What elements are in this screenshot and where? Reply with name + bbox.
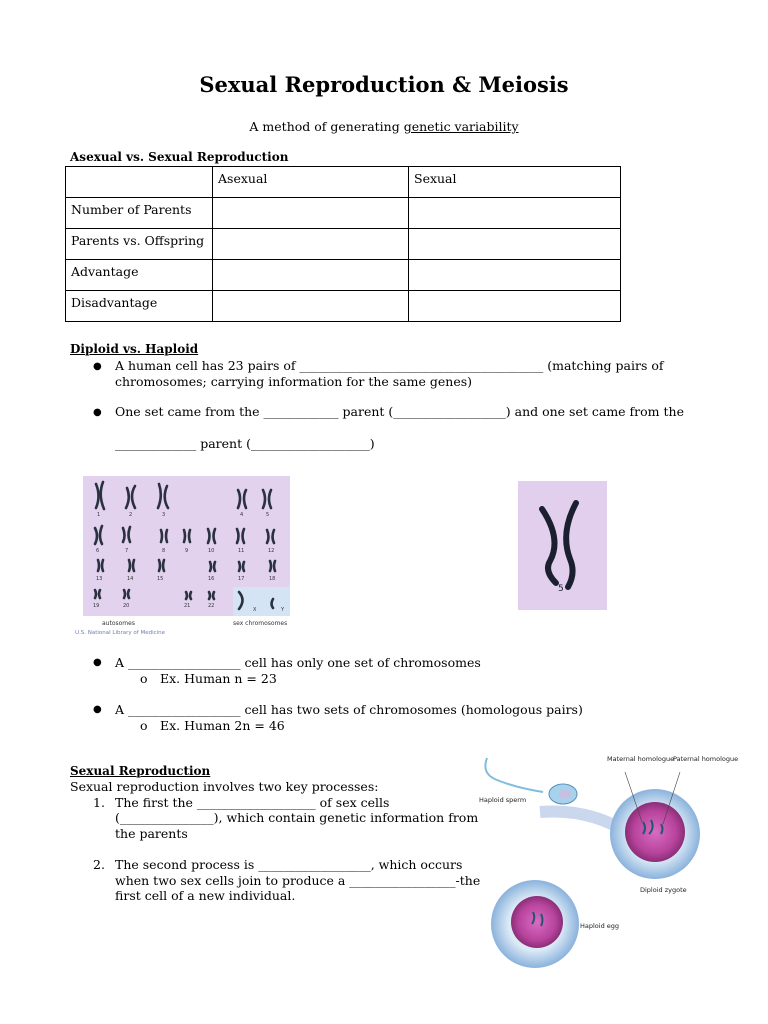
label-paternal: Paternal homologue [673, 755, 739, 763]
karyotype-number: 22 [208, 603, 215, 609]
table-row [66, 229, 621, 260]
bullet-icon: ● [93, 657, 102, 668]
list-item-text: The second process is __________________, which occurs [115, 857, 463, 872]
list-item-text: the parents [115, 826, 188, 841]
subtitle-underlined: genetic variability [403, 119, 519, 134]
list-item-text: when two sex cells join to produce a _________________-the [115, 873, 481, 888]
bullet-icon: ● [93, 361, 102, 372]
row-label: Number of Parents [66, 198, 213, 229]
table-row [66, 291, 621, 322]
karyotype-number: 20 [123, 603, 130, 609]
karyotype-number: 8 [162, 548, 166, 554]
karyotype-number: 18 [269, 576, 276, 582]
list-number: 2. [93, 857, 105, 872]
karyotype-number: 13 [96, 576, 103, 582]
table-row [66, 260, 621, 291]
bullet-text: A __________________ cell has two sets of chromosomes (homologous pairs) [115, 702, 583, 717]
page-subtitle [0, 119, 768, 134]
karyotype-number: 11 [238, 548, 245, 554]
karyotype-number: 7 [125, 548, 129, 554]
table-cell[interactable] [409, 291, 621, 322]
table-cell[interactable] [213, 291, 409, 322]
list-item-text: The first the ___________________ of sex cells [115, 795, 390, 810]
karyotype-number: 6 [96, 548, 100, 554]
list-item-text: first cell of a new individual. [115, 888, 296, 903]
bullet-text: A human cell has 23 pairs of _______________________________________ (matching pairs of [115, 358, 664, 373]
karyotype-number: 14 [127, 576, 134, 582]
bullet-text: One set came from the ____________ parent (__________________) and one set came from the [115, 404, 684, 419]
sex-label: X [253, 607, 257, 613]
karyotype-number: 2 [129, 512, 133, 518]
label-zygote: Diploid zygote [640, 886, 687, 894]
sex-chromosome-box [233, 587, 290, 616]
chromosome-zoom-image [518, 481, 607, 610]
karyotype-number: 21 [184, 603, 191, 609]
table-cell[interactable] [213, 229, 409, 260]
section-heading-asexual-sexual: Asexual vs. Sexual Reproduction [70, 150, 289, 164]
sub-bullet-icon: o [140, 671, 148, 686]
sub-bullet-text: Ex. Human n = 23 [160, 671, 277, 686]
label-maternal: Maternal homologue [607, 755, 675, 763]
list-item-text: (_______________), which contain genetic information from [115, 810, 479, 825]
bullet-text: A __________________ cell has only one set of chromosomes [115, 655, 481, 670]
caption-autosomes: autosomes [102, 620, 135, 627]
page-title: Sexual Reproduction & Meiosis [199, 72, 569, 97]
karyotype-number: 12 [268, 548, 275, 554]
table-cell[interactable] [409, 260, 621, 291]
intro-text: Sexual reproduction involves two key processes: [70, 779, 379, 794]
sex-label: Y [281, 607, 285, 613]
karyotype-number: 19 [93, 603, 100, 609]
section-heading-sexual-reproduction: Sexual Reproduction [70, 764, 211, 778]
karyotype-number: 17 [238, 576, 245, 582]
karyotype-number: 10 [208, 548, 215, 554]
row-label: Parents vs. Offspring [66, 229, 213, 260]
section-heading-diploid-haploid: Diploid vs. Haploid [70, 342, 199, 356]
sex-chromosome-svg [233, 587, 290, 616]
label-egg: Haploid egg [580, 922, 620, 930]
table-header-cell [66, 167, 213, 198]
sub-bullet-text: Ex. Human 2n = 46 [160, 718, 285, 733]
table-cell[interactable] [409, 229, 621, 260]
table-cell[interactable] [213, 198, 409, 229]
table-header-cell: Sexual [409, 167, 621, 198]
fertilization-diagram [475, 752, 739, 968]
bullet-text: _____________ parent (___________________) [115, 436, 375, 451]
chromosome-pair-svg [518, 481, 607, 610]
fertilization-svg [475, 752, 739, 968]
karyotype-number: 5 [266, 512, 270, 518]
list-number: 1. [93, 795, 105, 810]
karyotype-number: 16 [208, 576, 215, 582]
karyotype-number: 4 [240, 512, 244, 518]
table-cell[interactable] [213, 260, 409, 291]
chromosome-number: 5 [558, 584, 564, 594]
label-sperm: Haploid sperm [479, 796, 527, 804]
image-credit: U.S. National Library of Medicine [75, 630, 166, 636]
row-label: Advantage [66, 260, 213, 291]
row-label: Disadvantage [66, 291, 213, 322]
bullet-icon: ● [93, 704, 102, 715]
karyotype-number: 15 [157, 576, 164, 582]
table-row [66, 198, 621, 229]
karyotype-number: 9 [185, 548, 189, 554]
table-header-row [66, 167, 621, 198]
karyotype-number: 3 [162, 512, 166, 518]
comparison-table [65, 166, 621, 322]
caption-sex-chromosomes: sex chromosomes [233, 620, 288, 627]
karyotype-number: 1 [97, 512, 101, 518]
table-cell[interactable] [409, 198, 621, 229]
subtitle-prefix: A method of generating [249, 119, 404, 134]
sub-bullet-icon: o [140, 718, 148, 733]
bullet-icon: ● [93, 407, 102, 418]
table-header-cell: Asexual [213, 167, 409, 198]
bullet-text: chromosomes; carrying information for the same genes) [115, 374, 473, 389]
